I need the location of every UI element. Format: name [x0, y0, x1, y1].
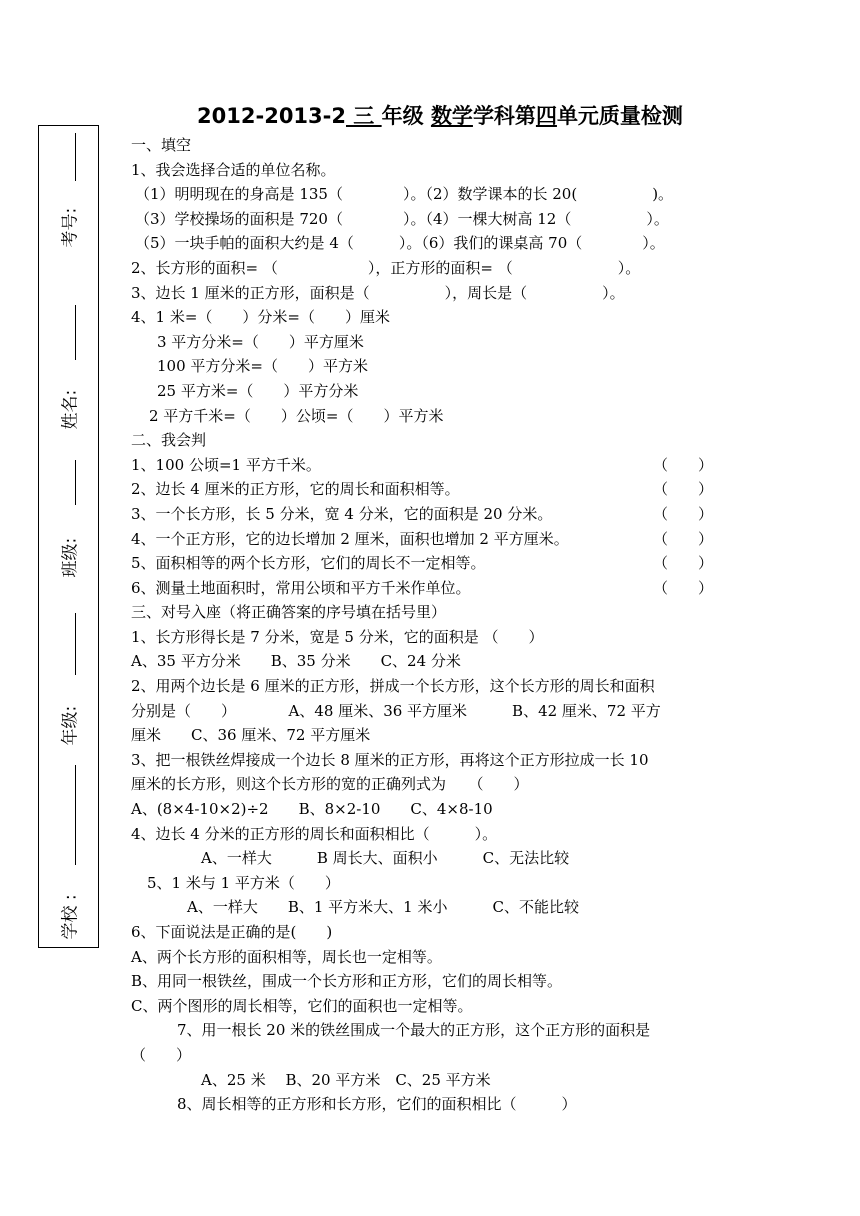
- title-unit: 四: [535, 104, 557, 128]
- class-label: 班级:: [60, 537, 81, 578]
- title-mid: 年级: [381, 104, 431, 128]
- question-line: [131, 281, 751, 306]
- question-text: 二、我会判: [131, 431, 207, 450]
- question-text: 4、边长 4 分米的正方形的周长和面积相比（ ）。: [131, 824, 498, 843]
- question-text: A、两个长方形的面积相等，周长也一定相等。: [131, 947, 442, 966]
- class-line: [75, 460, 76, 505]
- question-text: A、(8×4-10×2)÷2 B、8×2-10 C、4×8-10: [131, 800, 493, 819]
- question-text: A、25 米 B、20 平方米 C、25 平方米: [201, 1070, 491, 1089]
- question-line: [131, 330, 751, 355]
- question-line: [131, 158, 751, 183]
- question-text: 一、填空: [131, 136, 192, 154]
- question-line: [131, 182, 751, 207]
- question-line: [131, 502, 751, 527]
- question-text: 3、把一根铁丝焊接成一个边长 8 厘米的正方形，再将这个正方形拉成一长 10: [131, 750, 649, 769]
- question-list: [131, 133, 751, 1117]
- title-prefix: 2012-2013-2: [197, 104, 346, 128]
- question-text: 6、测量土地面积时，常用公顷和平方千米作单位。: [131, 578, 471, 597]
- question-text: 2、长方形的面积= （ ），正方形的面积= （ ）。: [131, 258, 641, 277]
- answer-parentheses: （ ）: [653, 504, 714, 523]
- question-text: 1、100 公顷=1 平方千米。: [131, 455, 321, 474]
- question-text: 7、用一根长 20 米的铁丝围成一个最大的正方形，这个正方形的面积是: [177, 1021, 651, 1040]
- question-text: 5、面积相等的两个长方形，它们的周长不一定相等。: [131, 554, 486, 573]
- school-line: [75, 765, 76, 865]
- answer-parentheses: （ ）: [653, 455, 714, 474]
- question-text: 3、一个长方形，长 5 分米，宽 4 分米，它的面积是 20 分米。: [131, 504, 553, 523]
- exam-number-label: 考号:: [60, 207, 81, 248]
- question-line: [131, 895, 751, 920]
- question-line: [131, 649, 751, 674]
- question-line: [131, 920, 751, 945]
- question-text: 5、1 米与 1 平方米（ ）: [147, 873, 340, 892]
- question-text: 1、我会选择合适的单位名称。: [131, 160, 336, 179]
- question-line: [131, 625, 751, 650]
- question-line: [131, 133, 751, 158]
- page-title: [120, 100, 760, 130]
- question-text: A、一样大 B 周长大、面积小 C、无法比较: [201, 849, 570, 868]
- question-text: 2、边长 4 厘米的正方形，它的周长和面积相等。: [131, 480, 460, 499]
- question-line: [131, 723, 751, 748]
- question-text: （ ）: [131, 1045, 192, 1064]
- question-line: [131, 305, 751, 330]
- question-line: [131, 1092, 751, 1117]
- question-text: C、两个图形的周长相等，它们的面积也一定相等。: [131, 996, 473, 1015]
- answer-parentheses: （ ）: [653, 578, 714, 597]
- question-text: A、35 平方分米 B、35 分米 C、24 分米: [131, 652, 461, 671]
- question-line: [131, 576, 751, 601]
- name-line: [75, 305, 76, 360]
- question-text: 4、1 米=（ ）分米=（ ）厘米: [131, 308, 390, 327]
- title-suffix: 单元质量检测: [556, 104, 683, 128]
- question-text: 3、边长 1 厘米的正方形，面积是（ ），周长是（ ）。: [131, 283, 625, 302]
- question-line: [131, 822, 751, 847]
- question-line: [131, 1018, 751, 1043]
- question-text: 6、下面说法是正确的是( ): [131, 923, 333, 941]
- title-grade: 三: [346, 104, 382, 128]
- question-line: [131, 1068, 751, 1093]
- question-text: B、用同一根铁丝，围成一个长方形和正方形，它们的周长相等。: [131, 972, 563, 991]
- question-line: [131, 379, 751, 404]
- question-text: 2 平方千米=（ ）公顷=（ ）平方米: [149, 406, 444, 425]
- question-line: [131, 945, 751, 970]
- question-text: 三、对号入座（将正确答案的序号填在括号里）: [131, 603, 447, 622]
- question-text: 厘米 C、36 厘米、72 平方厘米: [131, 726, 371, 745]
- answer-parentheses: （ ）: [653, 529, 714, 548]
- question-line: [131, 969, 751, 994]
- question-line: [131, 231, 751, 256]
- question-line: [131, 797, 751, 822]
- question-line: [131, 256, 751, 281]
- name-label: 姓名:: [60, 389, 81, 430]
- question-line: [131, 1043, 751, 1068]
- answer-parentheses: （ ）: [653, 554, 714, 573]
- question-line: [131, 748, 751, 773]
- grade-line: [75, 613, 76, 675]
- exam-number-line: [75, 133, 76, 181]
- school-label: 学校 :: [60, 894, 81, 940]
- question-line: [131, 207, 751, 232]
- question-text: 分别是（ ） A、48 厘米、36 平方厘米 B、42 厘米、72 平方: [131, 701, 661, 720]
- question-line: [131, 994, 751, 1019]
- question-text: 25 平方米=（ ）平方分米: [157, 381, 359, 400]
- question-line: [131, 674, 751, 699]
- question-text: 2、用两个边长是 6 厘米的正方形，拼成一个长方形，这个长方形的周长和面积: [131, 677, 655, 696]
- question-text: 100 平方分米=（ ）平方米: [157, 357, 368, 376]
- question-line: [131, 428, 751, 453]
- question-text: A、一样大 B、1 平方米大、1 米小 C、不能比较: [187, 898, 579, 917]
- question-line: [131, 551, 751, 576]
- question-line: [131, 477, 751, 502]
- question-line: [131, 600, 751, 625]
- question-line: [131, 404, 751, 429]
- question-line: [131, 453, 751, 478]
- binding-box: [38, 125, 99, 948]
- question-line: [131, 527, 751, 552]
- answer-parentheses: （ ）: [653, 480, 714, 499]
- question-text: 4、一个正方形，它的边长增加 2 厘米，面积也增加 2 平方厘米。: [131, 529, 569, 548]
- question-line: [131, 871, 751, 896]
- question-text: （3）学校操场的面积是 720（ ）。（4）一棵大树高 12（ ）。: [135, 209, 669, 228]
- question-text: 厘米的长方形，则这个长方形的宽的正确列式为 （ ）: [131, 775, 529, 794]
- question-line: [131, 772, 751, 797]
- title-subject: 数学: [430, 104, 473, 128]
- question-line: [131, 699, 751, 724]
- title-mid2: 学科第: [472, 104, 536, 128]
- question-text: 1、长方形得长是 7 分米，宽是 5 分米，它的面积是 （ ）: [131, 627, 544, 646]
- question-text: 8、周长相等的正方形和长方形，它们的面积相比（ ）: [177, 1095, 577, 1114]
- grade-label: 年级:: [60, 705, 81, 746]
- question-text: （5）一块手帕的面积大约是 4（ ）。（6）我们的课桌高 70（ ）。: [135, 234, 665, 253]
- question-line: [131, 354, 751, 379]
- question-text: （1）明明现在的身高是 135（ ）。（2）数学课本的长 20( )。: [135, 185, 674, 204]
- question-text: 3 平方分米=（ ）平方厘米: [157, 332, 364, 351]
- question-line: [131, 846, 751, 871]
